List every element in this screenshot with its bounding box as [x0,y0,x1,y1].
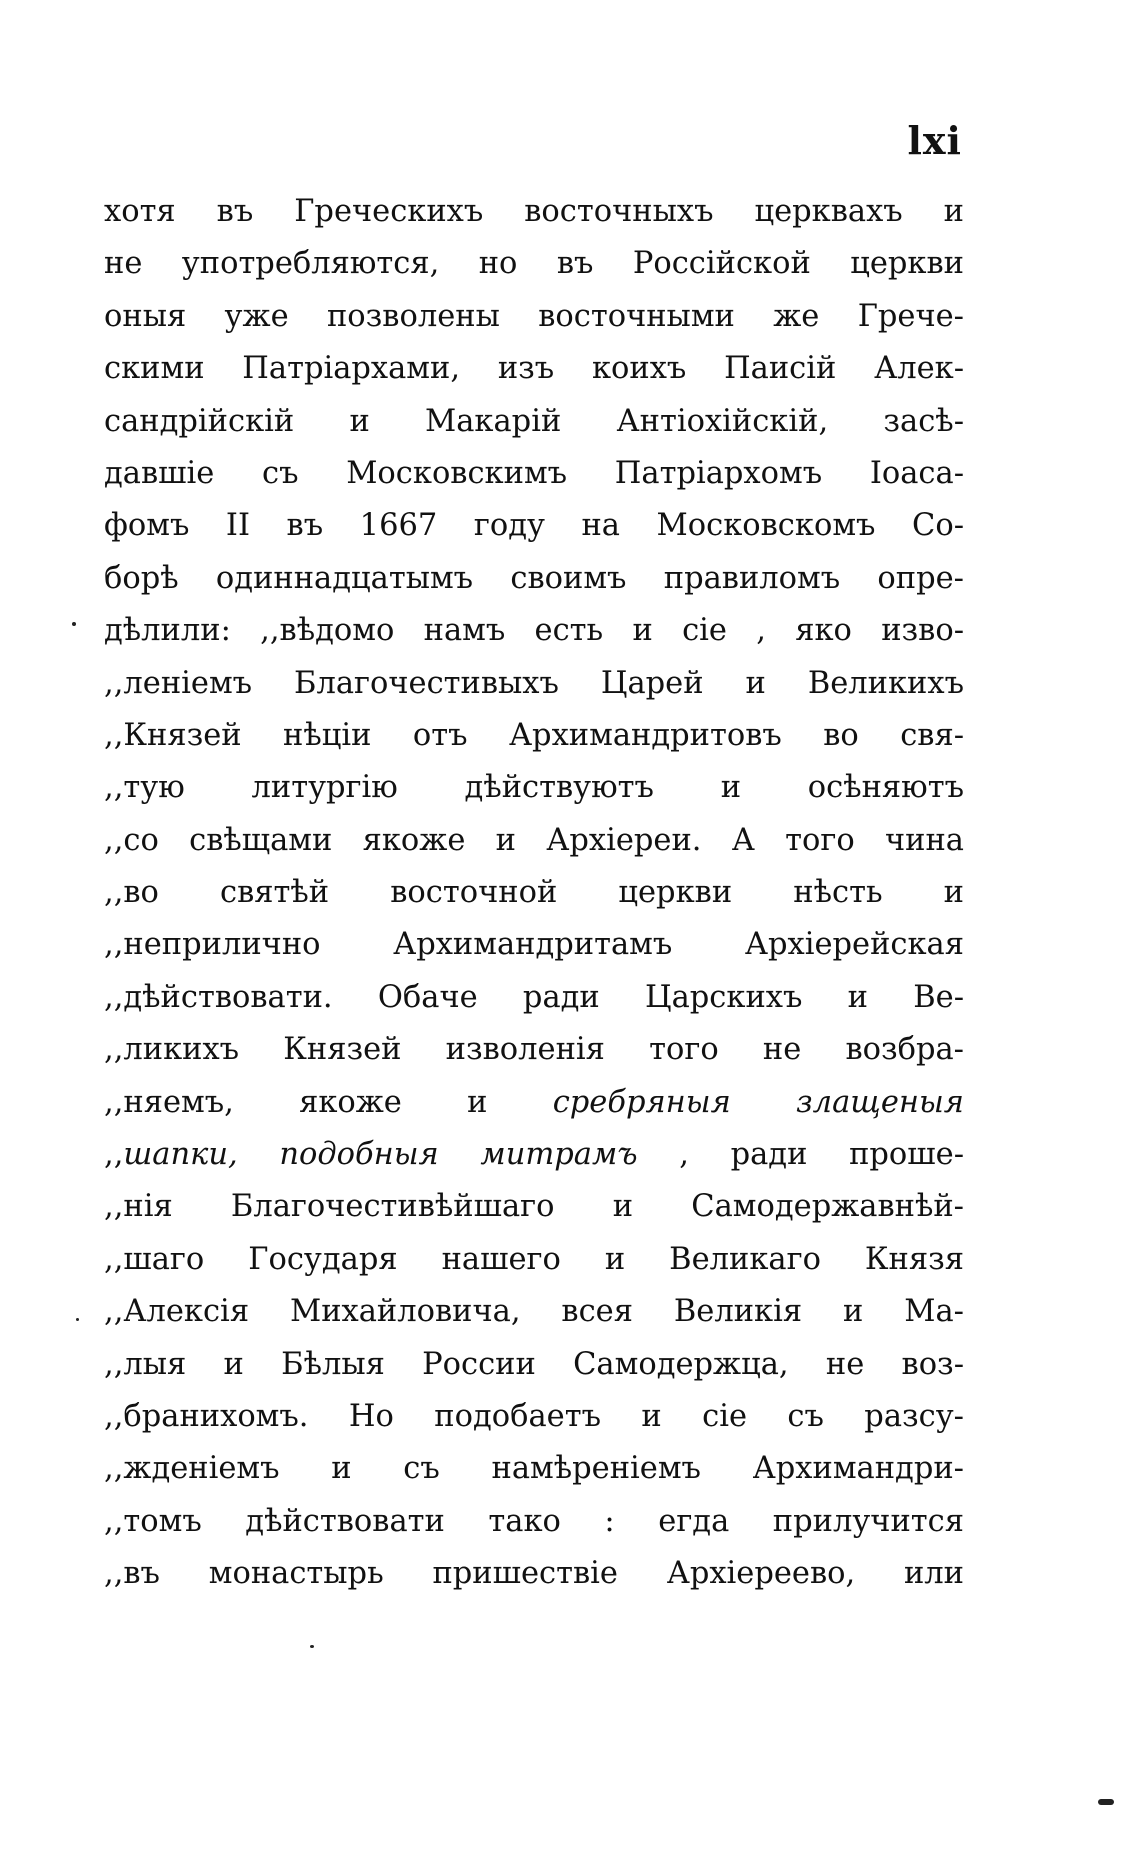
text-line-segment: ,,Князей нѣціи отъ Архимандритовъ во свя- [104,717,964,753]
text-line-segment: ,,тую литургію дѣйствуютъ и осѣняютъ [104,770,964,806]
text-line [104,762,964,814]
text-line [104,448,964,500]
text-line [104,1129,964,1181]
text-line [104,1339,964,1391]
text-line [104,919,964,971]
ink-speck [76,1318,79,1321]
text-line-segment: ,, [104,1137,124,1173]
text-line-segment: хотя въ Греческихъ восточныхъ церквахъ и [104,194,964,229]
body-text [104,186,964,1601]
text-line-segment: ,,лыя и Бѣлыя России Самодержца, не воз- [104,1346,964,1382]
text-line-segment: ,,ликихъ Князей изволенія того не возбра- [104,1032,964,1068]
text-line [104,291,964,343]
text-line-segment: дѣлили: ,,вѣдомо намъ есть и сіе , яко изво- [104,613,964,649]
text-line [104,605,964,657]
text-line [104,1077,964,1129]
text-line [104,396,964,448]
ink-speck [1098,1799,1114,1805]
text-line-segment: скими Патріархами, изъ коихъ Паисій Алек- [104,351,964,387]
text-line [104,186,964,238]
text-line-segment: ,,томъ дѣйствовати тако : егда прилучится [104,1503,964,1539]
text-line [104,658,964,710]
text-line-segment: ,,леніемъ Благочестивыхъ Царей и Великихъ [104,665,964,701]
text-line-segment: ,,въ монастырь пришествіе Архіереево, или [104,1556,964,1592]
text-line-segment: давшіе съ Московскимъ Патріархомъ Іоаса- [104,455,964,491]
ink-speck [310,1645,314,1648]
ink-speck [72,622,76,626]
text-line-segment: сандрійскій и Макарій Антіохійскій, засѣ- [104,403,964,439]
text-line-segment: , ради проше- [637,1137,964,1173]
text-line [104,1181,964,1233]
text-line [104,710,964,762]
text-line [104,1548,964,1600]
text-line-segment: ,,бранихомъ. Но подобаетъ и сіе съ разсу- [104,1398,964,1434]
text-line [104,867,964,919]
text-line [104,1234,964,1286]
text-line-segment: ,,со свѣщами якоже и Архіереи. А того чина [104,822,964,858]
text-line-italic-segment: шапки, подобныя митрамъ [123,1137,638,1173]
text-line [104,238,964,290]
text-line-segment: ,,во святѣй восточной церкви нѣсть и [104,875,964,911]
text-line-segment: не употребляются, но въ Россійской церкви [104,246,964,282]
text-line [104,500,964,552]
text-line-segment: ,,няемъ, якоже и [104,1084,553,1120]
text-line-segment: ,,неприлично Архимандритамъ Архіерейская [104,927,964,963]
text-line-segment: оныя уже позволены восточными же Грече- [104,298,964,334]
text-line-segment: ,,жденіемъ и съ намѣреніемъ Архимандри- [104,1451,964,1487]
page-number: lxi [907,118,962,163]
text-line [104,972,964,1024]
text-line [104,553,964,605]
text-line-segment: ,,Алексія Михайловича, всея Великія и Ма- [104,1294,964,1330]
text-line-segment: борѣ одиннадцатымъ своимъ правиломъ опре- [104,560,964,596]
text-line [104,1024,964,1076]
text-line-segment: ,,шаго Государя нашего и Великаго Князя [104,1241,964,1277]
text-line [104,1391,964,1443]
text-line [104,1443,964,1495]
text-line-italic-segment: сребряныя злащеныя [552,1084,964,1120]
text-line-segment: фомъ II въ 1667 году на Московскомъ Со- [104,508,964,544]
text-line [104,343,964,395]
text-line [104,1496,964,1548]
text-line-segment: ,,нія Благочестивѣйшаго и Самодержавнѣй- [104,1189,964,1225]
text-line-segment: ,,дѣйствовати. Обаче ради Царскихъ и Ве- [104,979,964,1015]
text-line [104,815,964,867]
text-line [104,1286,964,1338]
